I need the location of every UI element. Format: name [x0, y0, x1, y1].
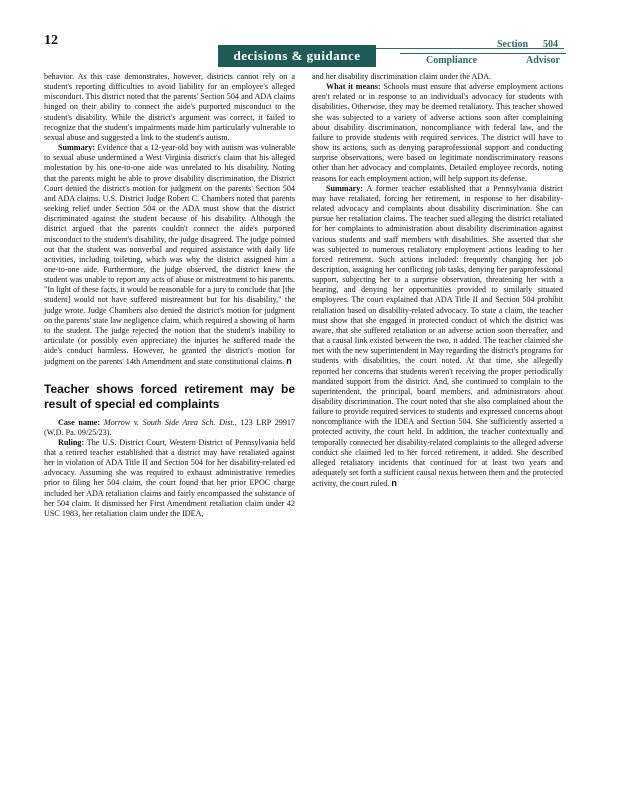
subtitle-compliance: Compliance: [426, 55, 478, 66]
header-rule: [376, 48, 564, 49]
end-mark: n: [286, 356, 292, 367]
summary-paragraph-2: [312, 184, 563, 490]
summary-paragraph: [44, 143, 295, 367]
summary-lead-2: Summary:: [326, 183, 364, 193]
section-number: 504: [543, 39, 558, 50]
case-name-paragraph: [44, 418, 295, 438]
right-column: [312, 72, 563, 489]
case-name: Morrow v. South Side Area Sch. Dist.: [103, 417, 235, 427]
case-citation: , 123 LRP 29917 (W.D. Pa. 09/25/23).: [44, 417, 296, 437]
left-column: [44, 72, 295, 519]
subtitle-advisor: Advisor: [526, 55, 560, 66]
article-continuation: behavior. As this case demonstrates, however, districts cannot rely on a student's reporting difficulties to avoid liability for an employee's alleged misconduct. This district noted that the parents' Section 504 and ADA claims hinged on their ability to connect the aide's purported misconduct to the student's disability. While the district's argument was correct, it failed to recognize that the student's impairments made him particularly vulnerable to sexual abuse and suggested a link to the student's autism.: [44, 72, 295, 142]
case-name-lead: Case name:: [58, 417, 101, 427]
page-number: 12: [44, 33, 58, 48]
what-it-means-text: Schools must ensure that adverse employment actions aren't related or in response to an individual's advocacy for students with disabilities. Otherwise, they may be deemed retaliatory. This teacher showed she was subjected to a variety of adverse actions soon after complaining about disability discrimination, noncompliance with federal law, and the failure to provide students with required services. The district will have to show its actions, such as denying paraprofessional support and conducting surprise observations, were based on legitimate nondiscriminatory reasons other than her advocacy and complaints. Detailed employee records, noting reasons for each employment action, will help support its defense.: [312, 82, 564, 183]
summary-lead: Summary:: [58, 143, 96, 153]
ruling-continuation: and her disability discrimination claim under the ADA.: [312, 72, 492, 81]
what-it-means-paragraph: [312, 82, 563, 184]
ruling-paragraph: [44, 438, 295, 519]
ruling-lead: Ruling:: [58, 437, 85, 447]
newsletter-banner: decisions & guidance: [218, 45, 376, 67]
end-mark-2: n: [391, 478, 397, 489]
summary-text: Evidence that a 12-year-old boy with autism was vulnerable to sexual abuse undermined a West Virginia district's claim that his alleged molestation by his one-to-one aide was unrelated to his disability. Noting that the parents might be able to prove disability discrimination, the District Court denied the district's motion for judgment on the parents' Section 504 and ADA claims. U.S. District Judge Robert C. Chambers noted that parents seeking relief under Section 504 or the ADA must show that the district discriminated against the student because of his disability. Although the district argued that the parents couldn't connect the aide's purported misconduct to the student's disability, the judge disagreed. The judge pointed out that the student was nonverbal and required assistance with daily life activities, including toileting, which was why the district assigned him a one-to-one aide. Furthermore, the judge observed, the district knew the student was unable to report any acts of abuse or mistreatment to his parents. "In light of these facts, it would be reasonable for a jury to conclude that [the student] would not have suffered mistreatment but for his disability," the judge wrote. Judge Chambers also denied the district's motion for judgment on the parents' state law negligence claim, which required a showing of harm to the student. The judge rejected the notion that the student's inability to articulate (or possibly even appreciate) the injuries he suffered made the aide's conduct harmless. However, he granted the district's motion for judgment on the parents' 14th Amendment and state constitutional claims.: [44, 143, 296, 367]
summary-text-2: A former teacher established that a Pennsylvania district may have retaliated, forcing her retirement, in response to her disability-related advocacy and complaints about disability discrimination. She can pursue her retaliation claims. The teacher sued alleging the district retaliated for her complaints to administration about disability discrimination against various students and staff members with disabilities. She asserted that she was subjected to numerous retaliatory employment actions leading to her forced retirement. Such actions included: frequently changing her job description, assigning her conflicting job tasks, denying her paraprofessional support, subjecting her to a surprise observation, threatening her with a hearing, and denying her opportunities provided to similarly situated employees. The court explained that ADA Title II and Section 504 prohibit retaliation based on disability-related advocacy. To state a claim, the teacher must show that she engaged in protected conduct of which the district was aware, that she suffered retaliation or an adverse action soon thereafter, and that a causal link existed between the two, it added. The teacher claimed she met with the new superintendent in May regarding the district's programs for students with disabilities, the court noted. At that time, she allegedly reported her concerns that students weren't receiving the proper periodically mandated support from the district. And, she continued to complain to the superintendent, the principal, board members, and administrators about disability discrimination. The court noted that she also complained about the failure to provide required services to students and expressed concerns about noncompliance with the IDEA and Section 504. She sufficiently asserted a protected activity, the court held. In addition, the teacher contextually and temporally connected her disability-related complaints to the alleged adverse conduct she claimed led to her forced retirement, it added. She described alleged retaliatory incidents that continued for at least two years and adequately set forth a sufficient causal nexus between them and the protected activity, the court ruled.: [312, 183, 563, 489]
publication-subtitle: [400, 53, 566, 67]
article-heading: Teacher shows forced retirement may be result of special ed complaints: [44, 381, 295, 411]
what-it-means-lead: What it means:: [326, 82, 381, 92]
ruling-text: The U.S. District Court, Western District of Pennsylvania held that a retired teacher established that a district may have retaliated against her in violation of ADA Title II and Section 504 for her disability-related ed advocacy. Assuming she was required to exhaust administrative remedies prior to filing her 504 claim, the court found that her prior EPOC charge included her ADA retaliation claims and fairly encompassed the substance of her 504 claim. It dismissed her First Amendment retaliation claim under 42 USC 1983, her retaliation claim under the IDEA,: [44, 437, 295, 518]
section-label: Section: [497, 39, 529, 50]
